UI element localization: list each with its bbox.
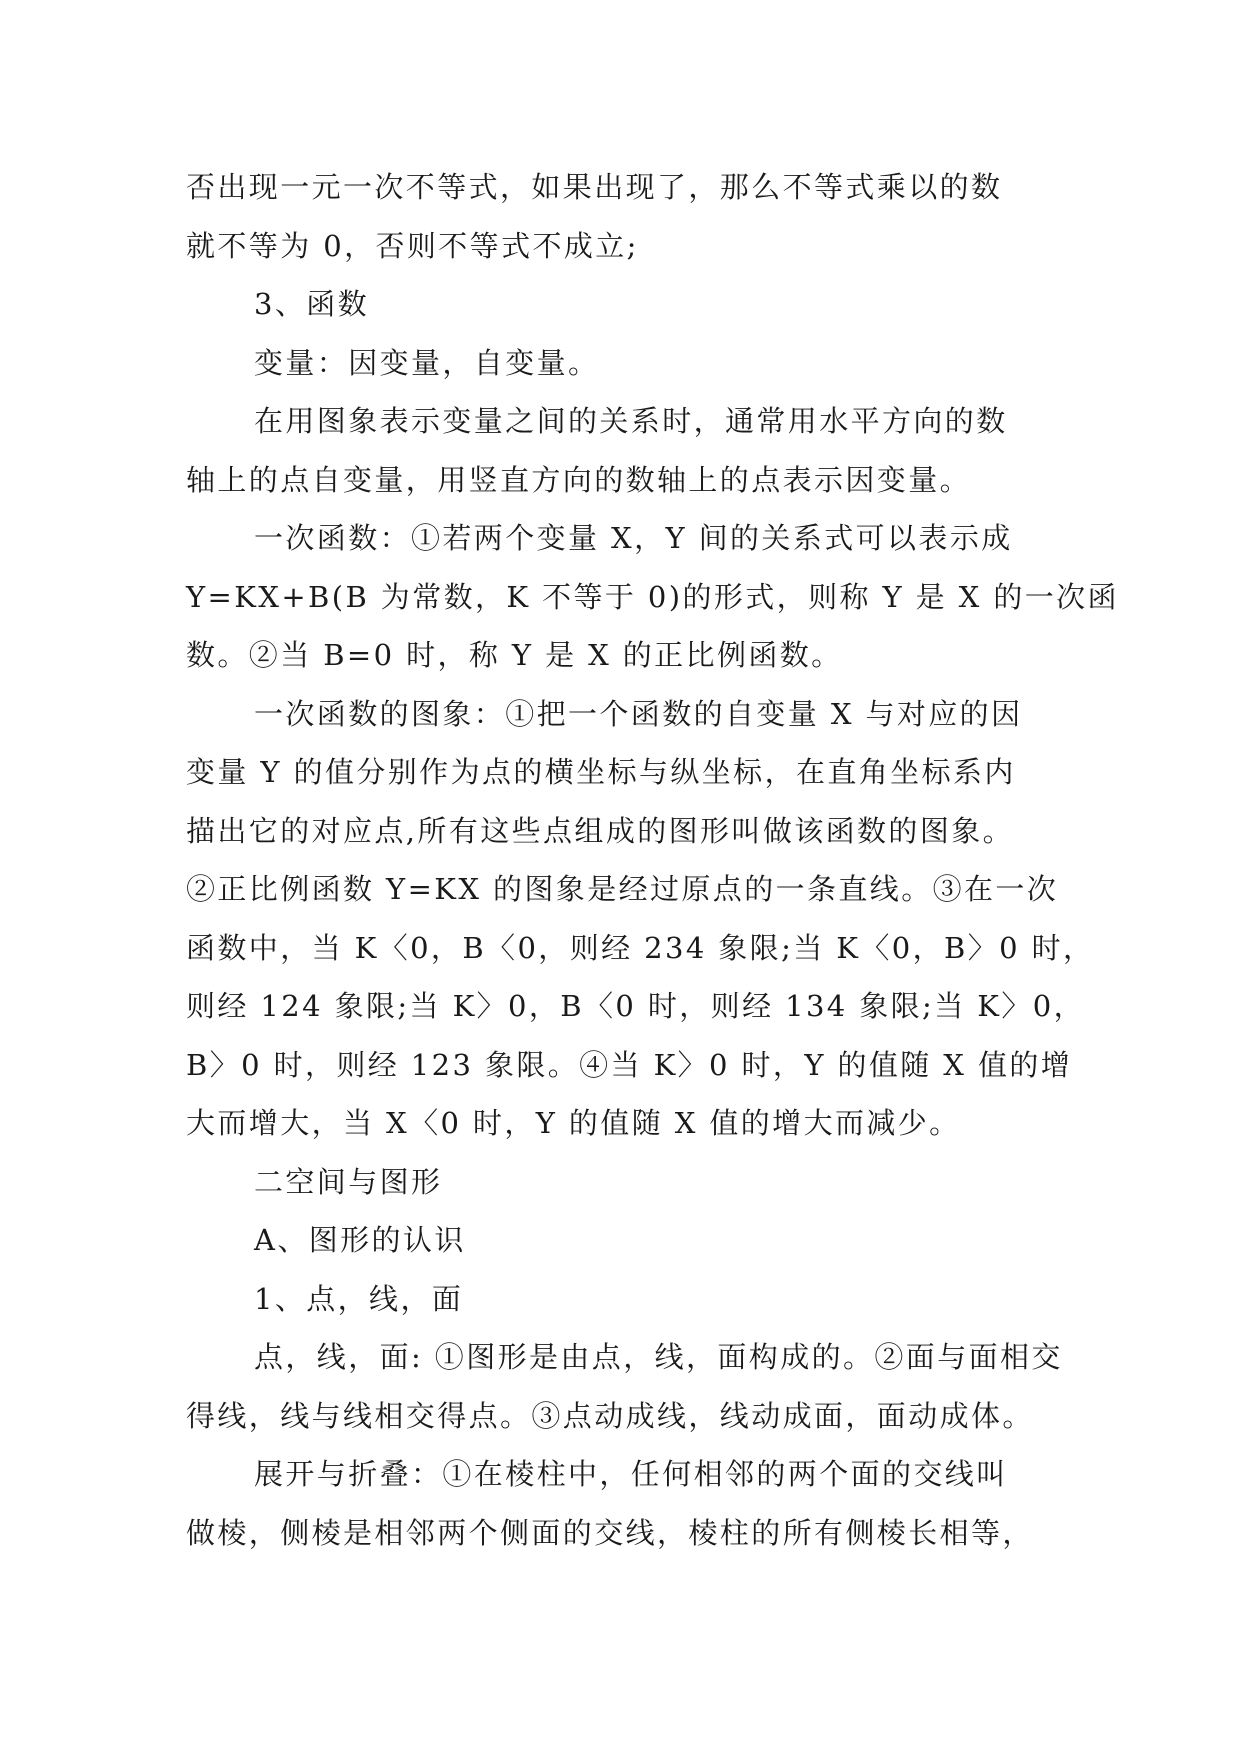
text-line: 得线，线与线相交得点。③点动成线，线动成面，面动成体。 [186, 1398, 1034, 1433]
text-line: Y=KX+B(B 为常数，K 不等于 0)的形式，则称 Y 是 X 的一次函 [186, 579, 1119, 614]
text-line: 展开与折叠：①在棱柱中，任何相邻的两个面的交线叫 [254, 1457, 1008, 1491]
text-line: 变量 Y 的值分别作为点的横坐标与纵坐标，在直角坐标系内 [186, 755, 1016, 789]
text-line: 否出现一元一次不等式，如果出现了，那么不等式乘以的数 [186, 170, 1003, 204]
section-heading: A、图形的认识 [254, 1223, 466, 1257]
text-line: 描出它的对应点,所有这些点组成的图形叫做该函数的图象。 [186, 813, 1015, 848]
section-heading: 二空间与图形 [254, 1164, 443, 1199]
text-line: 点，线，面: ①图形是由点，线，面构成的。②面与面相交 [254, 1340, 1063, 1374]
text-line: 一次函数：①若两个变量 X，Y 间的关系式可以表示成 [254, 521, 1013, 555]
text-line: 函数中，当 K〈0，B〈0，则经 234 象限;当 K〈0，B〉0 时， [186, 930, 1095, 965]
text-line: B〉0 时，则经 123 象限。④当 K〉0 时，Y 的值随 X 值的增 [186, 1047, 1073, 1082]
text-line: 轴上的点自变量，用竖直方向的数轴上的点表示因变量。 [186, 462, 972, 497]
text-line: 就不等为 0，否则不等式不成立; [186, 228, 639, 263]
text-line: 则经 124 象限;当 K〉0，B〈0 时，则经 134 象限;当 K〉0， [186, 989, 1085, 1023]
text-line: 在用图象表示变量之间的关系时，通常用水平方向的数 [254, 404, 1008, 438]
section-heading: 1、点，线，面 [254, 1281, 464, 1316]
text-line: 做棱，侧棱是相邻两个侧面的交线，棱柱的所有侧棱长相等， [186, 1515, 1034, 1550]
section-heading: 3、函数 [254, 287, 370, 321]
text-line: 一次函数的图象：①把一个函数的自变量 X 与对应的因 [254, 696, 1023, 731]
text-line: 大而增大，当 X〈0 时，Y 的值随 X 值的增大而减少。 [186, 1106, 961, 1140]
document-body [186, 158, 1119, 1562]
text-line: 变量：因变量，自变量。 [254, 345, 600, 380]
text-line: ②正比例函数 Y=KX 的图象是经过原点的一条直线。③在一次 [186, 872, 1059, 906]
text-line: 数。②当 B=0 时，称 Y 是 X 的正比例函数。 [186, 638, 843, 672]
